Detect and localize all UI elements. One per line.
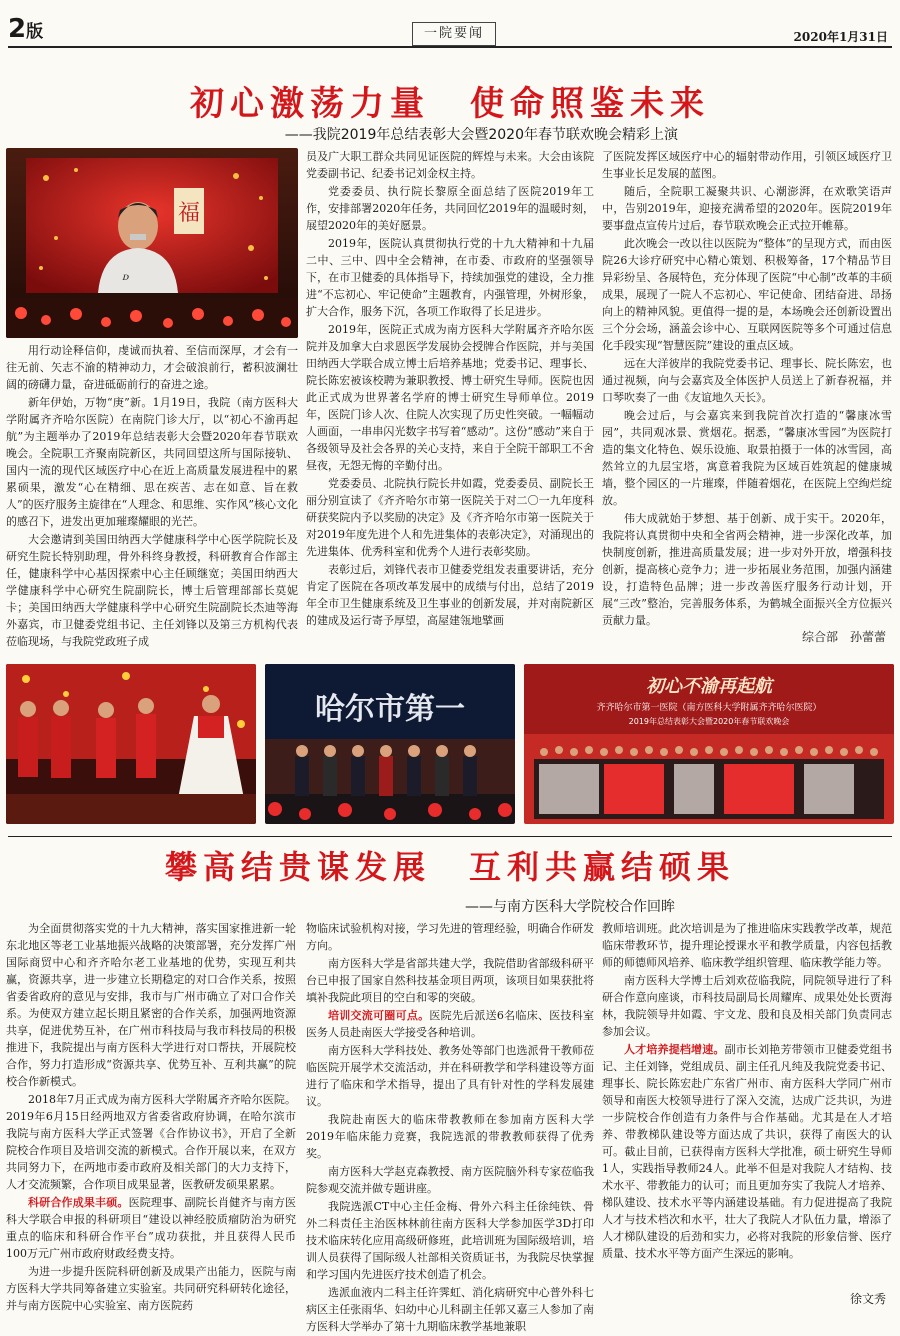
article2-title: 攀高结贵谋发展 互利共赢结硕果 <box>164 848 735 886</box>
article2-col1-p2: 2018年7月正式成为南方医科大学附属齐齐哈尔医院。2019年6月15日经两地双方省委省政府协调，在哈尔滨市我院与南方医科大学正式签署《合作协议书》，开启了全新院校合作项目及培训交流的新模式。合作开展以来，在双方共同努力下，在两地市委市政府及相关部门的大力支持下，人才交流频繁，合作项目成果显著，医教研发硕果累累。 <box>6 1093 296 1191</box>
article2-col3-p2: 南方医科大学博士后刘欢莅临我院，同院领导进行了科研合作意向座谈，市科技局副局长周耀库、成果处处长贾海林，我院领导井如霞、宇文龙、殷和良及相关部门负责同志参加会议。 <box>602 974 892 1038</box>
article2-column-1 <box>6 920 296 1315</box>
article2-col2-p6: 南方医科大学赵克森教授、南方医院脑外科专家莅临我院参观交流并做专题讲座。 <box>306 1165 594 1195</box>
article1-col2-p1: 员及广大职工群众共同见证医院的辉煌与未来。大会由该院党委副书记、纪委书记刘金权主持。 <box>306 150 594 180</box>
article1-col1-p2: 新年伊始，万物“庚”新。1月19日，我院（南方医科大学附属齐齐哈尔医院）在南院门诊大厅，以“初心不渝再起航”为主题举办了2019年总结表彰大会暨2020年春节联欢晚会。全院职工齐聚南院新区，共同回望这所与国际接轨、国内一流的现代区域医疗中心在近上高质量发展进程中的累累硕果，激发“心在精细、思在疾苦、志在如意、旨在救人”的医疗服务主旋律在“人理念、和思维、实作风”核心文化的感召下，进发出更加璀璨耀眼的光芒。 <box>6 396 298 528</box>
article2-col3-p1: 教师培训班。此次培训是为了推进临床实践教学改革，规范临床带教环节，提升理论授课水平和教学质量，内容包括教师的师德师风培养、临床教学组织管理、临床教学能力等。 <box>602 922 892 969</box>
article1-col2-p6: 表彰过后，刘锋代表市卫健委党组发表重要讲话，充分肯定了医院在各项改革发展中的成绩与付出，总结了2019年全市卫生健康系统及卫生事业的创新发展，并对南院新区的建成及运行寄予厚望，高屋建瓴地擘画 <box>306 563 594 627</box>
article2-byline: 徐文秀 <box>849 1292 886 1306</box>
article2-column-3 <box>602 920 892 1263</box>
article2-col2-p8: 选派血液内二科主任许霁虹、消化病研究中心普外科七病区主任张雨华、妇幼中心儿科副主任郭又嘉三人参加了南方医科大学举办了第十九期临床教学基地兼职 <box>306 1286 594 1333</box>
article2-col2-p2: 南方医科大学是省部共建大学，我院借助省部级科研平台已申报了国家自然科技基金项目两项，该项目如果获批将填补我院此项目的空白和零的突破。 <box>306 957 594 1004</box>
article2-col2-p3: 培训交流可圈可点。医院先后派送6名临床、医技科室医务人员赴南医大学接受各种培训。 <box>306 1009 595 1039</box>
svg-text:福: 福 <box>177 201 201 226</box>
article2-subtitle: ——与南方医科大学院校合作回眸 <box>465 899 675 915</box>
article1-col3-p4: 远在大洋彼岸的我院党委书记、理事长、院长陈宏，也通过视频，向与会嘉宾及全体医护人员送上了新春祝福，并口琴吹奏了一曲《友谊地久天长》。 <box>602 357 892 404</box>
article1-photo-performer <box>6 148 298 338</box>
article2-col2-p7: 我院选派CT中心主任金梅、骨外六科主任徐纯铁、骨外二科责任主治医林林前往南方医科大学参加医学3D打印技术临床转化应用高级研修班，此培训班为国际级培训，培训人员获得了国际级人社部相关资质证书，为我院尽快掌握和学习国内先进医疗技术创造了机会。 <box>306 1200 594 1281</box>
article1-col3-p6: 伟大成就始于梦想、基于创新、成于实干。2020年，我院将认真贯彻中央和全省两会精神，进一步深化改革，加快制度创新，推进高质量发展；进一步对外开放，增强科技创新，提高核心竞争力；进一步拓展业务范围，加强内涵建设，打造特色品牌；进一步改善医疗服务行动计划，开展“三改”整治，完善服务体系，为鹤城全面振兴全方位振兴贡献力量。 <box>602 512 892 627</box>
article1-col1-p1: 用行动诠释信仰，虔诚而执着、至信而深厚，才会有一往无前、矢志不渝的精神动力，才会破浪前行，蓄积波澜壮阔的磅礴力量，奋进砥砺前行的奋进之途。 <box>6 344 298 391</box>
article1-column-3 <box>602 148 892 630</box>
page-number: 2版 <box>8 14 44 44</box>
article1-col3-p3: 此次晚会一改以往以医院为“整体”的呈现方式，而由医院26大诊疗研究中心精心策划、积极筹备，17个精品节目异彩纷呈、各展特色，充分体现了医院“中心制”改革的丰硕成果，展现了一院人不忘初心、牢记使命、团结奋进、昂扬向上的精神风貌。更值得一提的是，本场晚会还创新设置出三个分会场，涵盖会诊中心、互联网医院等多个可通过信息化手段实现“智慧医院”建设的重点区域。 <box>602 237 892 352</box>
article1-title: 初心激荡力量 使命照鉴未来 <box>190 84 710 124</box>
article2-col2-p4: 南方医科大学科技处、教务处等部门也选派骨干教师莅临医院开展学术交流活动，并在科研教学和学科建设等方面进行了临床和学术指导，提出了具有针对性的学科发展建议。 <box>306 1044 594 1108</box>
article1-photo-group <box>524 664 894 824</box>
article2-column-2 <box>306 920 594 1336</box>
stage-screen-text: 哈尔市第一 <box>315 692 465 727</box>
photo-banner-hospital: 齐齐哈尔市第一医院（南方医科大学附属齐齐哈尔医院） <box>596 703 822 713</box>
article2-col1-p1: 为全面贯彻落实党的十九大精神，落实国家推进新一轮东北地区等老工业基地振兴战略的决策部署，充分发挥广州国际商贸中心和齐齐哈尔老工业基地的优势，实现互利共赢，资源共享，进一步建立长期稳定的对口合作关系，按照省委省政府的意见与安排，我市与广州市确立了对口合作关系。为使双方建立起长期且紧密的合作关系，加强两地资源共享，促进优势互补，在广州市科技局与我市科技局的积极推进下，我院提出与南方医科大学进行对口帮扶，开展院校合作，努力打造形成“资源共享、优势互补、互利共赢”的院校合作新模式。 <box>6 922 296 1088</box>
svg-text:ꭰ: ꭰ <box>122 269 129 283</box>
article1-col2-p3: 2019年，医院认真贯彻执行党的十九大精神和十九届二中、三中、四中全会精神，在市委、市政府的坚强领导下，在市卫健委的具体指导下，持续加强党的建设，全力推进“不忘初心、牢记使命”主题教育，内强管理，外树形象，扩大合作，服务下沉，各项工作取得了长足进步。 <box>306 237 594 318</box>
article2-col3-p3: 人才培养提档增速。副市长刘艳芳带领市卫健委党组书记、主任刘锋，党组成员、副主任孔凡纯及我院党委书记、理事长、院长陈宏赴广东省广州市、南方医科大学同广州市领导和南医大校领导进行了深入交流，达成广泛共识，为进一步院校合作创造有力条件与合作基础。尤其是在人才培养、带教梯队建设等方面达成了共识，获得了南医大的认可。截止目前，已获得南方医科大学批准，硕士研究生导师1人，实践指导教师24人。此举不但是对我院人才结构、技术水平、带教能力的认可；而且更加夯实了我院人才培养、梯队建设、技术水平等内涵建设基础。有力促进提高了我院人才与技术档次和水平，壮大了我院人才队伍力量，增添了人才梯队建设的后劲和实力，必将对我院的形象信誉、医疗质量、技术水平等方面产生深远的影响。 <box>602 1043 893 1260</box>
article1-col2-p5: 党委委员、北院执行院长井如霞，党委委员、副院长王丽分别宣读了《齐齐哈尔市第一医院关于对二〇一九年度科研获奖院内予以奖励的决定》及《齐齐哈尔市第一医院关于对2019年度先进个人和先进集体的表彰决定》，对涌现出的先进集体、优秀科室和优秀个人进行表彰奖励。 <box>306 477 594 558</box>
article1-column-1 <box>6 342 298 651</box>
article2-col2-p1: 物临床试验机构对接，学习先进的管理经验，明确合作研发方向。 <box>306 922 594 952</box>
article1-col2-p4: 2019年，医院正式成为南方医科大学附属齐齐哈尔医院并及加拿大白求恩医学发展协会授牌合作医院，并与美国田纳西大学联合成立博士后培养基地；党委书记、理事长、院长陈宏被该校聘为兼职教授、博士研究生导师。医院也因此正式成为世界著名学府的博士研究生导师单位。2019年，医院门诊人次、住院人次实现了历史性突破。一幅幅动人画面，一串串闪光数字书写着“感动”。这份“感动”来自于各级领导及社会各界的关心支持，来自于全院干部职工不舍昼夜，无怨无悔的辛勤付出。 <box>306 323 594 472</box>
article1-column-2 <box>306 148 594 630</box>
article1-byline: 综合部 孙蕾蕾 <box>801 630 886 644</box>
header-rule <box>8 46 892 48</box>
article1-col3-p1: 了医院发挥区域医疗中心的辐射带动作用，引领区域医疗卫生事业长足发展的蓝图。 <box>602 150 892 180</box>
issue-date: 2020年1月31日 <box>793 30 888 44</box>
page-header <box>0 0 900 50</box>
photo-banner-main: 初心不渝再起航 <box>646 676 772 697</box>
photo-banner-event: 2019年总结表彰大会暨2020年春节联欢晚会 <box>628 717 790 726</box>
article1-photo-singers <box>6 664 256 824</box>
section-divider <box>8 836 892 837</box>
article2-col1-p4: 为进一步提升医院科研创新及成果产出能力，医院与南方医科大学共同筹备建立实验室。共同研究科研转化途径，并与南方医院中心实验室、南方医院药 <box>6 1265 296 1312</box>
article2-col2-p5: 我院赴南医大的临床带教教师在参加南方医科大学2019年临床能力竞赛，我院选派的带教教师获得了优秀奖。 <box>306 1113 594 1160</box>
section-label: 一院要闻 <box>412 22 496 46</box>
article1-col1-p3: 大会邀请到美国田纳西大学健康科学中心医学院院长及研究生院长特别助理，骨外科终身教授，科研教育合作部主任，健康科学中心基因探索中心主任顾继宽；美国田纳西大学健康科学中心研究生院副院长，博士后管理部部长莫妮卡；美国田纳西大学健康科学中心研究生院副院长杰迪等海外嘉宾，市卫健委党组书记、主任刘锋以及第三方机构代表莅临现场，与我院党政班子成 <box>6 533 298 648</box>
article1-col2-p2: 党委委员、执行院长黎原全面总结了医院2019年工作，安排部署2020年任务，共同回忆2019年的温暖时刻，展望2020年的美好愿景。 <box>306 185 594 232</box>
article1-subtitle: ——我院2019年总结表彰大会暨2020年春节联欢晚会精彩上演 <box>284 127 678 143</box>
article1-col3-p5: 晚会过后，与会嘉宾来到我院首次打造的“馨康冰雪园”，共同观冰景、赏烟花。据悉，“馨康冰雪园”为医院打造的集文化特色、娱乐设施、取景拍摄于一体的冰雪园，高然耸立的九层宝塔，寓意着我院为区域百姓筑起的健康城墙，整个园区的一片璀璨，伴随着烟花，在医院上空绚烂绽放。 <box>602 409 892 507</box>
article1-col3-p2: 随后，全院职工凝聚共识、心潮澎湃，在欢歌笑语声中，告别2019年，迎接充满希望的2020年。医院2019年要事盘点宣传片过后，春节联欢晚会正式拉开帷幕。 <box>602 185 892 232</box>
article1-photo-stage-group <box>265 664 515 824</box>
article2-col1-p3: 科研合作成果丰硕。医院理事、副院长肖健齐与南方医科大学联合申报的科研项目“建设以神经胶质瘤防治为研究重点的临床和科研合作平台”成功获批，并且获得人民币100万元广州市政府财政经费支持。 <box>6 1196 297 1260</box>
